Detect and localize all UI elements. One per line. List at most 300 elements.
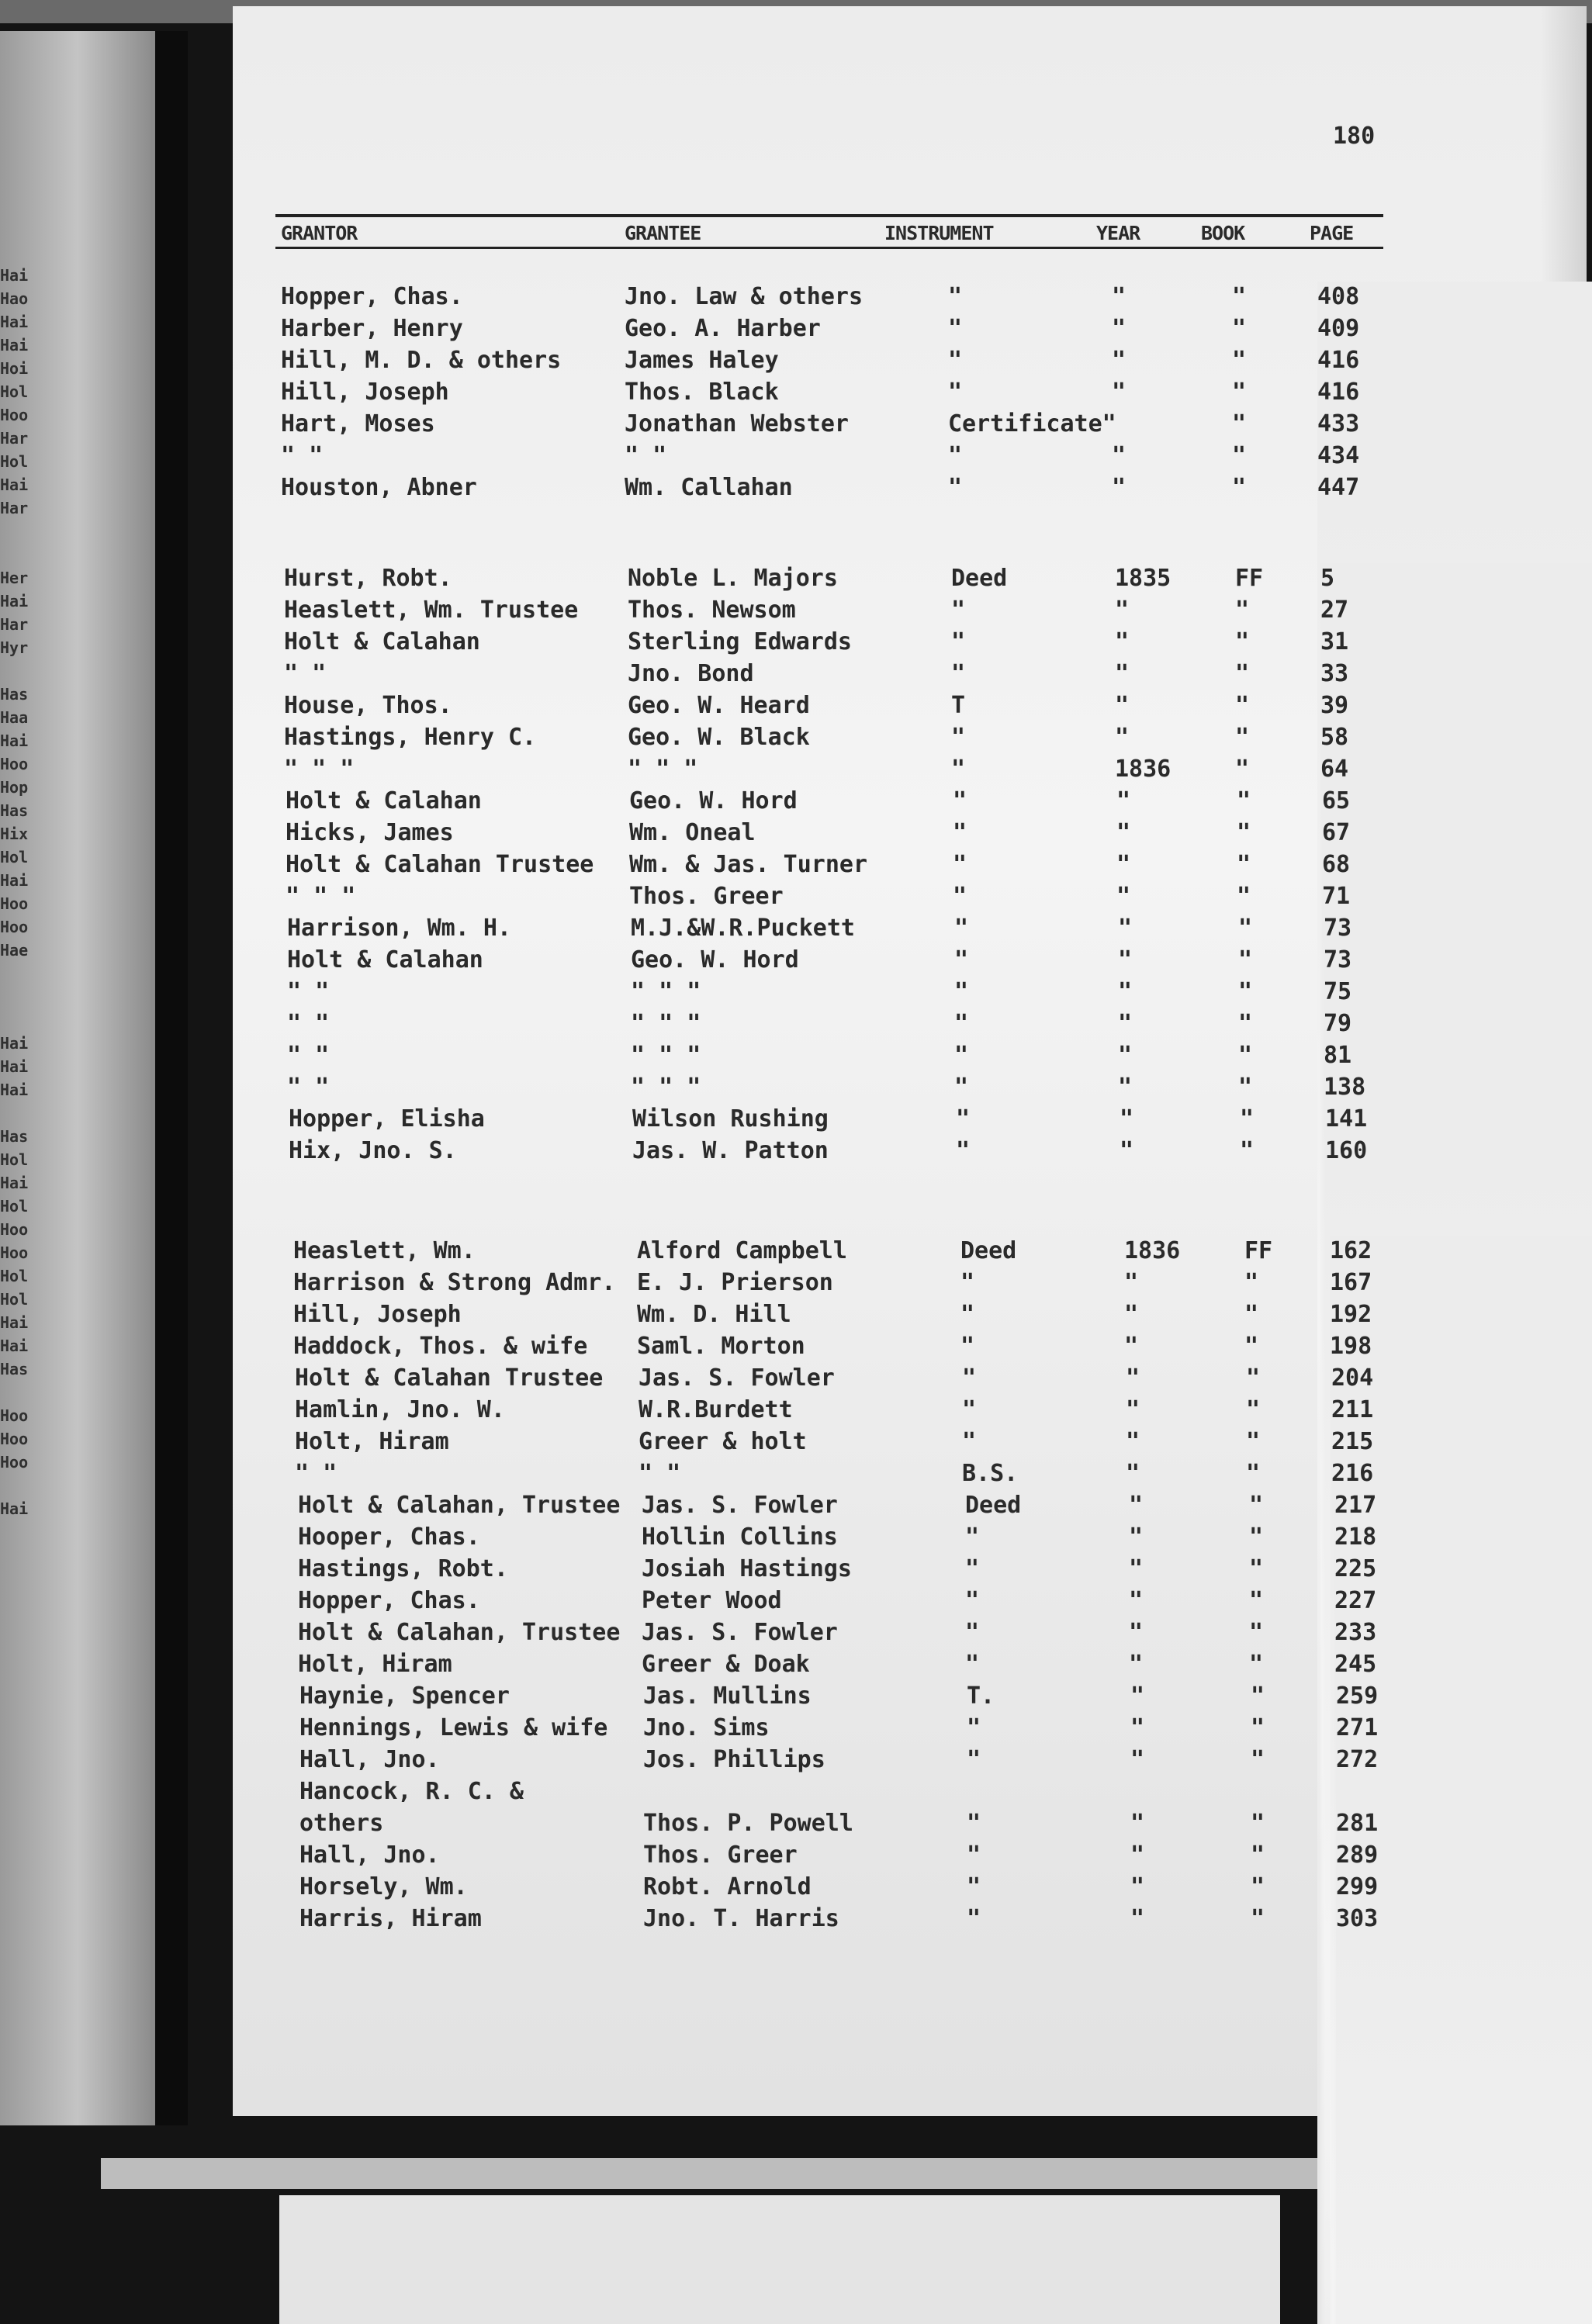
cell-book: "	[1251, 1746, 1265, 1773]
table-row	[241, 1104, 1404, 1135]
cell-instrument: "	[954, 1074, 969, 1101]
cell-page: 33	[1320, 659, 1592, 2324]
cell-grantor: Holt & Calahan	[287, 946, 483, 974]
cell-grantee: Jas. S. Fowler	[639, 1364, 835, 1392]
cell-instrument: "	[948, 474, 963, 501]
table-row	[239, 945, 1403, 976]
table-row	[250, 1649, 1414, 1680]
cell-grantor: Hopper, Elisha	[289, 1105, 485, 1133]
facing-page-fragment: Hai	[0, 592, 29, 610]
cell-grantor: Hopper, Chas.	[298, 1587, 480, 1614]
cell-book: "	[1238, 978, 1253, 1005]
cell-book: "	[1238, 1042, 1253, 1069]
cell-book: "	[1249, 1619, 1264, 1646]
cell-book: "	[1249, 1651, 1264, 1678]
cell-grantor: Haddock, Thos. & wife	[293, 1333, 588, 1360]
cell-grantee: Jonathan Webster	[625, 410, 849, 437]
facing-page-fragment: Hix	[0, 825, 29, 843]
cell-year: "	[1115, 628, 1130, 655]
cell-book: "	[1235, 628, 1250, 655]
cell-page: 31	[1320, 627, 1592, 2324]
cell-grantee: Saml. Morton	[637, 1333, 805, 1360]
cell-book: "	[1232, 283, 1247, 310]
cell-book: "	[1235, 692, 1250, 719]
cell-year: "	[1115, 597, 1130, 624]
cell-page: 73	[1324, 945, 1592, 2324]
facing-page-fragment: Hae	[0, 941, 29, 960]
cell-grantor: " "	[295, 1460, 337, 1487]
cell-year: "	[1130, 1714, 1145, 1741]
cell-book: "	[1232, 347, 1247, 374]
cell-year: "	[1118, 946, 1133, 974]
cell-grantor: Heaslett, Wm.	[293, 1237, 476, 1264]
cell-book: "	[1249, 1492, 1264, 1519]
cell-year: "	[1124, 1269, 1139, 1296]
cell-book: "	[1238, 1074, 1253, 1101]
cell-year: "	[1118, 1010, 1133, 1037]
cell-book: "	[1251, 1714, 1265, 1741]
cell-instrument: "	[967, 1810, 981, 1837]
cell-grantor: " "	[281, 442, 324, 469]
cell-book: "	[1251, 1682, 1265, 1710]
cell-book: "	[1237, 819, 1251, 846]
cell-grantor: Holt & Calahan, Trustee	[298, 1619, 621, 1646]
cell-grantee: Alford Campbell	[637, 1237, 847, 1264]
cell-grantee: Jas. W. Patton	[632, 1137, 829, 1164]
cell-instrument: "	[948, 315, 963, 342]
table-row	[250, 1554, 1414, 1585]
facing-page-fragment: Hol	[0, 382, 29, 401]
facing-page-fragment: Has	[0, 1127, 29, 1146]
facing-page-fragment: Hoo	[0, 1243, 29, 1262]
cell-book: "	[1238, 946, 1253, 974]
cell-page: 225	[1334, 1554, 1592, 2324]
facing-page-fragment: Hoo	[0, 918, 29, 936]
table-row	[233, 409, 1396, 440]
page-number: 180	[1333, 123, 1376, 150]
facing-page-fragment	[0, 1474, 64, 1497]
facing-page-fragment: Has	[0, 685, 29, 704]
cell-year: "	[1112, 442, 1127, 469]
table-row	[250, 1617, 1414, 1648]
cell-book: "	[1244, 1333, 1259, 1360]
cell-year: "	[1116, 883, 1131, 910]
cell-year: "	[1116, 851, 1131, 878]
cell-book: "	[1249, 1555, 1264, 1582]
cell-year: "	[1112, 474, 1127, 501]
facing-page-fragment	[0, 520, 64, 543]
cell-grantor: Holt, Hiram	[295, 1428, 449, 1455]
cell-grantee: Greer & Doak	[642, 1651, 810, 1678]
cell-page: 5	[1320, 563, 1592, 2324]
cell-book: "	[1235, 660, 1250, 687]
cell-year: "	[1130, 1746, 1145, 1773]
cell-grantor: Hill, Joseph	[281, 379, 449, 406]
facing-page-fragment: Hai	[0, 1174, 29, 1192]
cell-instrument: "	[960, 1269, 975, 1296]
cell-page: 73	[1324, 913, 1592, 2324]
cell-instrument: "	[960, 1333, 975, 1360]
cell-book: "	[1232, 315, 1247, 342]
cell-year: "	[1126, 1396, 1140, 1423]
facing-page-fragment: Hoo	[0, 894, 29, 913]
cell-year: "	[1130, 1810, 1145, 1837]
table-row	[239, 1008, 1403, 1039]
cell-page: 160	[1325, 1136, 1592, 2324]
cell-instrument: "	[954, 915, 969, 942]
cell-instrument: B.S.	[962, 1460, 1019, 1487]
facing-page-fragment	[0, 985, 64, 1008]
cell-page: 416	[1317, 345, 1592, 2324]
cell-year: 1836	[1124, 1237, 1181, 1264]
facing-page-fragment: Hoo	[0, 1430, 29, 1448]
facing-page-fragment: Hol	[0, 1267, 29, 1285]
cell-year: "	[1118, 978, 1133, 1005]
cell-grantee: Robt. Arnold	[643, 1873, 812, 1900]
cell-grantee: E. J. Prierson	[637, 1269, 833, 1296]
cell-grantee: Jas. S. Fowler	[642, 1619, 838, 1646]
table-row	[250, 1586, 1414, 1617]
facing-page-fragment: Hai	[0, 476, 29, 494]
cell-grantee: Geo. W. Black	[628, 724, 810, 751]
table-row	[247, 1427, 1410, 1458]
cell-instrument: T.	[967, 1682, 995, 1710]
table-row	[237, 849, 1401, 880]
cell-book: "	[1235, 724, 1250, 751]
cell-page: 198	[1330, 1331, 1592, 2324]
facing-page-fragments	[0, 264, 64, 2032]
cell-grantor: Hill, Joseph	[293, 1301, 462, 1328]
cell-page: 58	[1320, 722, 1592, 2324]
facing-page-fragment: Hai	[0, 1313, 29, 1332]
cell-grantee: Jos. Phillips	[643, 1746, 825, 1773]
cell-page: 81	[1324, 1040, 1592, 2324]
cell-page: 75	[1324, 977, 1592, 2324]
facing-page-fragment: Hai	[0, 1034, 29, 1053]
cell-year: "	[1112, 315, 1127, 342]
cell-grantor: Haynie, Spencer	[299, 1682, 510, 1710]
cell-page: 272	[1336, 1745, 1592, 2324]
cell-year: "	[1126, 1428, 1140, 1455]
cell-instrument: "	[953, 851, 967, 878]
cell-page: 192	[1330, 1299, 1592, 2324]
cell-page: 65	[1322, 786, 1592, 2324]
cell-grantor: Harrison & Strong Admr.	[293, 1269, 616, 1296]
cell-instrument: "	[956, 1137, 971, 1164]
facing-page-fragment: Hoo	[0, 406, 29, 424]
cell-instrument: "	[967, 1905, 981, 1932]
facing-page-fragment: Har	[0, 615, 29, 634]
cell-grantee: " " "	[631, 1042, 701, 1069]
table-row	[247, 1395, 1410, 1426]
cell-grantee: " "	[639, 1460, 681, 1487]
cell-year: "	[1116, 819, 1131, 846]
cell-instrument: "	[960, 1301, 975, 1328]
cell-grantor: " "	[284, 660, 327, 687]
cell-grantee: Wm. D. Hill	[637, 1301, 791, 1328]
facing-page-fragment: Hai	[0, 336, 29, 354]
cell-year: "	[1129, 1651, 1144, 1678]
cell-grantee: Wm. Oneal	[629, 819, 756, 846]
table-row	[236, 627, 1400, 658]
table-row	[250, 1490, 1414, 1521]
cell-grantee: " "	[625, 442, 667, 469]
facing-page-fragment: Hao	[0, 289, 29, 308]
facing-page-fragment: Hoo	[0, 1220, 29, 1239]
cell-year: "	[1120, 1105, 1134, 1133]
table-row	[245, 1267, 1409, 1299]
facing-page-fragment: Haa	[0, 708, 29, 727]
cell-grantor: Hopper, Chas.	[281, 283, 463, 310]
cell-grantee: Josiah Hastings	[642, 1555, 852, 1582]
cell-grantee: Thos. Newsom	[628, 597, 796, 624]
cell-year: "	[1130, 1873, 1145, 1900]
cell-year: "	[1115, 724, 1130, 751]
cell-grantor: Hall, Jno.	[299, 1842, 440, 1869]
cell-book: "	[1232, 410, 1247, 437]
table-row	[233, 472, 1396, 503]
cell-book: "	[1249, 1523, 1264, 1551]
cell-book: "	[1251, 1873, 1265, 1900]
cell-grantor: Hart, Moses	[281, 410, 435, 437]
table-row	[239, 913, 1403, 944]
cell-year: "	[1126, 1460, 1140, 1487]
header-grantor: GRANTOR	[281, 222, 358, 244]
cell-page: 64	[1320, 754, 1592, 2324]
facing-page-fragment: Hol	[0, 452, 29, 471]
facing-page-fragment: Hol	[0, 1197, 29, 1216]
cell-year: "	[1129, 1587, 1144, 1614]
cell-page: 303	[1336, 1904, 1592, 2324]
facing-page-fragment	[0, 962, 64, 985]
cell-grantee: " " "	[631, 1010, 701, 1037]
cell-book: FF	[1235, 565, 1264, 592]
facing-page-fragment	[0, 659, 64, 683]
cell-instrument: Deed	[965, 1492, 1022, 1519]
cell-book: "	[1232, 379, 1247, 406]
table-row	[237, 881, 1401, 912]
cell-grantor: House, Thos.	[284, 692, 452, 719]
cell-grantor: Hamlin, Jno. W.	[295, 1396, 505, 1423]
cell-book: "	[1235, 597, 1250, 624]
cell-book: "	[1240, 1137, 1255, 1164]
cell-year: "	[1118, 915, 1133, 942]
cell-grantor: " "	[287, 1074, 330, 1101]
cell-instrument: "	[951, 597, 966, 624]
cell-book: "	[1235, 756, 1250, 783]
cell-book: "	[1237, 883, 1251, 910]
cell-book: "	[1251, 1810, 1265, 1837]
facing-page-fragment	[0, 1008, 64, 1032]
table-row	[251, 1745, 1415, 1776]
cell-page: 218	[1334, 1522, 1592, 2324]
table-row	[251, 1872, 1415, 1903]
book-binding	[155, 31, 188, 2125]
facing-page	[0, 31, 155, 2125]
cell-instrument: "	[954, 946, 969, 974]
cell-grantee: " " "	[628, 756, 698, 783]
cell-grantee: Geo. W. Hord	[631, 946, 799, 974]
cell-page: 408	[1317, 282, 1592, 2324]
cell-instrument: T	[951, 692, 966, 719]
cell-grantee: Thos. P. Powell	[643, 1810, 853, 1837]
cell-grantee: Jas. Mullins	[643, 1682, 812, 1710]
cell-grantor: " " "	[284, 756, 355, 783]
facing-page-fragment	[0, 1101, 64, 1125]
table-row	[239, 977, 1403, 1008]
cell-book: "	[1251, 1905, 1265, 1932]
cell-page: 217	[1334, 1490, 1592, 2324]
header-grantee: GRANTEE	[625, 222, 701, 244]
cell-page: 68	[1322, 849, 1592, 2324]
cell-grantor: Hastings, Henry C.	[284, 724, 537, 751]
cell-grantor: Hooper, Chas.	[298, 1523, 480, 1551]
facing-page-fragment: Hol	[0, 848, 29, 866]
cell-year: "	[1126, 1364, 1140, 1392]
cell-page: 141	[1325, 1104, 1592, 2324]
cell-page: 162	[1330, 1236, 1592, 2324]
cell-instrument: "	[965, 1619, 980, 1646]
cell-grantee: Noble L. Majors	[628, 565, 838, 592]
cell-book: "	[1251, 1842, 1265, 1869]
table-row	[233, 345, 1396, 376]
facing-page-fragment	[0, 1381, 64, 1404]
cell-grantor: Heaslett, Wm. Trustee	[284, 597, 579, 624]
cell-page: 167	[1330, 1267, 1592, 2324]
cell-grantor: Holt & Calahan	[284, 628, 480, 655]
table-row	[233, 377, 1396, 408]
cell-grantee: Thos. Black	[625, 379, 779, 406]
cell-grantee: Geo. W. Hord	[629, 787, 798, 814]
cell-year: "	[1124, 1301, 1139, 1328]
table-row	[233, 282, 1396, 313]
cell-instrument: "	[962, 1396, 977, 1423]
facing-page-fragment: Has	[0, 801, 29, 820]
table-row	[245, 1236, 1409, 1267]
facing-page-fragment: Her	[0, 569, 29, 587]
cell-page: 259	[1336, 1681, 1592, 2324]
cell-book: "	[1238, 915, 1253, 942]
cell-grantor: Holt & Calahan, Trustee	[298, 1492, 621, 1519]
cell-instrument: "	[967, 1746, 981, 1773]
cell-instrument: "	[965, 1587, 980, 1614]
cell-page: 233	[1334, 1617, 1592, 2324]
table-row	[251, 1904, 1415, 1935]
facing-page-fragment: Hai	[0, 871, 29, 890]
cell-instrument: "	[948, 347, 963, 374]
cell-instrument: Deed	[960, 1237, 1017, 1264]
facing-page-fragment: Hai	[0, 266, 29, 285]
table-row	[237, 818, 1401, 849]
table-row	[251, 1808, 1415, 1839]
cell-page: 416	[1317, 377, 1592, 2324]
table-row	[237, 786, 1401, 817]
facing-page-fragment: Has	[0, 1360, 29, 1378]
cell-grantor: Hastings, Robt.	[298, 1555, 508, 1582]
cell-grantor: " " "	[286, 883, 356, 910]
facing-page-fragment: Hai	[0, 1057, 29, 1076]
facing-page-fragment: Hyr	[0, 638, 29, 657]
cell-year: "	[1129, 1555, 1144, 1582]
cell-page: 447	[1317, 472, 1592, 2324]
cell-grantor: " "	[287, 1010, 330, 1037]
cell-book: "	[1237, 851, 1251, 878]
facing-page-fragment: Har	[0, 429, 29, 448]
cell-grantee: Geo. A. Harber	[625, 315, 821, 342]
table-row	[251, 1776, 1415, 1807]
facing-page-fragment: Hai	[0, 1081, 29, 1099]
cell-instrument: "	[948, 283, 963, 310]
cell-page: 216	[1331, 1458, 1592, 2324]
cell-book: "	[1249, 1587, 1264, 1614]
table-row	[239, 1040, 1403, 1071]
cell-instrument: "	[948, 379, 963, 406]
facing-page-fragment: Hai	[0, 731, 29, 750]
facing-page-fragment: Hop	[0, 778, 29, 797]
cell-grantor: Hurst, Robt.	[284, 565, 452, 592]
cell-page: 433	[1317, 409, 1592, 2324]
cell-year: "	[1112, 347, 1127, 374]
cell-book: "	[1244, 1301, 1259, 1328]
cell-book: "	[1238, 1010, 1253, 1037]
cell-instrument: "	[954, 1042, 969, 1069]
table-row	[241, 1136, 1404, 1167]
cell-year: "	[1115, 660, 1130, 687]
cell-grantee: Jas. S. Fowler	[642, 1492, 838, 1519]
cell-year: "	[1124, 1333, 1139, 1360]
cell-grantor: Harris, Hiram	[299, 1905, 482, 1932]
cell-instrument: "	[951, 724, 966, 751]
facing-page-fragment: Hai	[0, 313, 29, 331]
cell-page: 71	[1322, 881, 1592, 2324]
cell-book: "	[1237, 787, 1251, 814]
cell-grantee: Thos. Greer	[629, 883, 784, 910]
cell-grantee: Jno. Sims	[643, 1714, 770, 1741]
cell-grantor: Harber, Henry	[281, 315, 463, 342]
cell-page: 434	[1317, 441, 1592, 2324]
facing-page-fragment: Hoo	[0, 755, 29, 773]
cell-instrument: "	[967, 1714, 981, 1741]
facing-page-fragment: Har	[0, 499, 29, 517]
facing-page-fragment: Hoi	[0, 359, 29, 378]
cell-page: 281	[1336, 1808, 1592, 2324]
cell-year: "	[1129, 1523, 1144, 1551]
cell-instrument: Certificate"	[948, 410, 1116, 437]
cell-instrument: "	[965, 1523, 980, 1551]
cell-instrument: "	[965, 1651, 980, 1678]
cell-year: "	[1129, 1492, 1144, 1519]
cell-grantor: others	[299, 1810, 384, 1837]
facing-page-fragment: Hol	[0, 1150, 29, 1169]
cell-grantor: Hall, Jno.	[299, 1746, 440, 1773]
cell-grantee: Jno. T. Harris	[643, 1905, 839, 1932]
cell-grantor: Hill, M. D. & others	[281, 347, 562, 374]
cell-grantee: M.J.&W.R.Puckett	[631, 915, 855, 942]
cell-page: 204	[1331, 1363, 1592, 2324]
cell-year: "	[1130, 1905, 1145, 1932]
cell-year: "	[1118, 1042, 1133, 1069]
cell-grantor: Holt, Hiram	[298, 1651, 452, 1678]
table-row	[236, 754, 1400, 785]
bottom-bar	[279, 2195, 1280, 2324]
cell-year: "	[1118, 1074, 1133, 1101]
cell-grantor: Holt & Calahan Trustee	[295, 1364, 604, 1392]
cell-instrument: "	[967, 1873, 981, 1900]
table-row	[236, 722, 1400, 753]
cell-instrument: Deed	[951, 565, 1008, 592]
table-row	[236, 659, 1400, 690]
table-row	[245, 1299, 1409, 1330]
